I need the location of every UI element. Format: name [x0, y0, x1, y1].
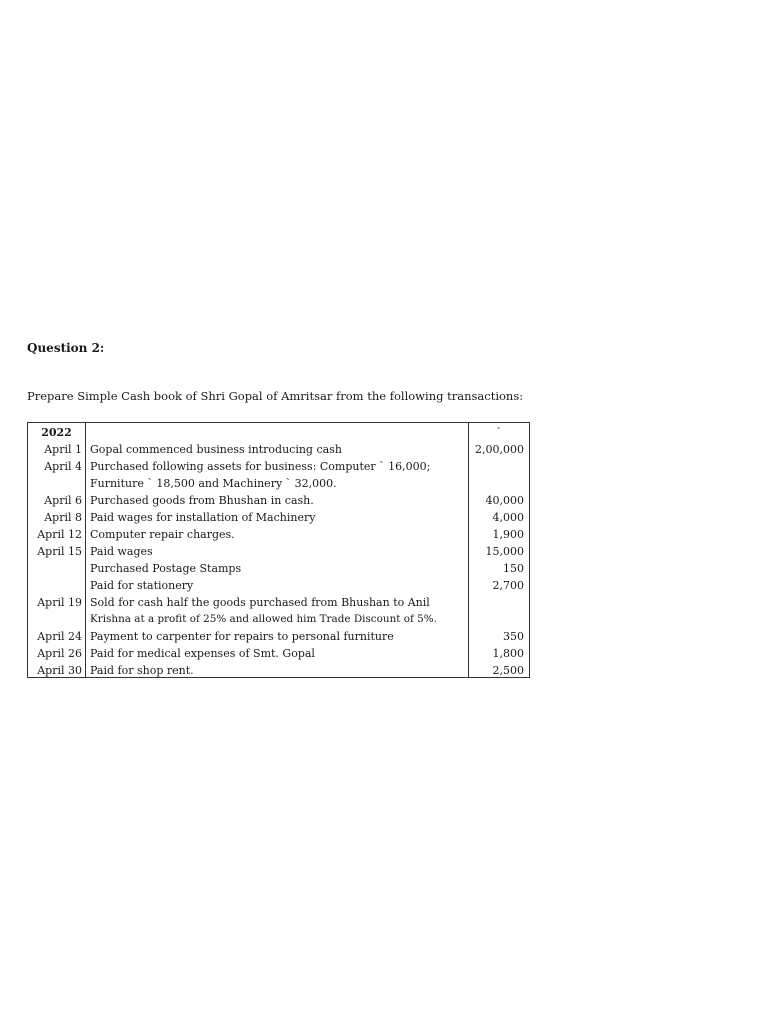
row-amount: 1,800: [492, 647, 524, 660]
row-description: Krishna at a profit of 25% and allowed him Trade Discount of 5%.: [90, 613, 437, 625]
table-row: [28, 662, 529, 679]
row-amount: 2,00,000: [475, 443, 524, 456]
row-description: Paid wages for installation of Machinery: [90, 511, 316, 524]
table-row: [28, 594, 529, 611]
table-row: [28, 645, 529, 662]
transactions-table: [27, 422, 530, 678]
row-amount: 4,000: [492, 511, 524, 524]
row-amount: 2,700: [492, 579, 524, 592]
question-heading: Question 2:: [27, 341, 105, 355]
table-row: [28, 441, 529, 458]
table-row: [28, 611, 529, 628]
row-description: Furniture ` 18,500 and Machinery ` 32,000.: [90, 477, 337, 490]
row-date: April 1: [44, 443, 82, 456]
row-amount: 40,000: [485, 494, 524, 507]
table-row: [28, 543, 529, 560]
row-date: April 6: [44, 494, 82, 507]
row-description: Paid wages: [90, 545, 153, 558]
table-row: [28, 577, 529, 594]
row-description: Purchased goods from Bhushan in cash.: [90, 494, 314, 507]
table-row: [28, 628, 529, 645]
row-description: Payment to carpenter for repairs to personal furniture: [90, 630, 394, 643]
row-amount: 1,900: [492, 528, 524, 541]
row-description: Purchased following assets for business: Computer ` 16,000;: [90, 460, 431, 473]
row-date: April 15: [37, 545, 82, 558]
row-description: Paid for stationery: [90, 579, 194, 592]
row-date: April 8: [44, 511, 82, 524]
row-date: April 30: [37, 664, 82, 677]
row-description: Gopal commenced business introducing cash: [90, 443, 342, 456]
table-row: [28, 458, 529, 475]
row-amount: 15,000: [485, 545, 524, 558]
row-date: April 26: [37, 647, 82, 660]
table-row: [28, 526, 529, 543]
row-amount: 350: [503, 630, 524, 643]
table-row: [28, 492, 529, 509]
row-date: April 19: [37, 596, 82, 609]
row-description: Paid for shop rent.: [90, 664, 194, 677]
table-row: [28, 475, 529, 492]
row-date: April 12: [37, 528, 82, 541]
table-row: [28, 509, 529, 526]
row-description: Computer repair charges.: [90, 528, 235, 541]
currency-symbol: `: [496, 426, 502, 439]
table-header-row: [28, 424, 529, 441]
row-amount: 150: [503, 562, 524, 575]
year-label: 2022: [41, 426, 72, 439]
row-date: April 4: [44, 460, 82, 473]
question-instruction: Prepare Simple Cash book of Shri Gopal of Amritsar from the following transactions:: [27, 389, 524, 403]
row-description: Paid for medical expenses of Smt. Gopal: [90, 647, 315, 660]
row-amount: 2,500: [492, 664, 524, 677]
row-date: April 24: [37, 630, 82, 643]
row-description: Purchased Postage Stamps: [90, 562, 242, 575]
table-row: [28, 560, 529, 577]
row-description: Sold for cash half the goods purchased from Bhushan to Anil: [90, 596, 430, 609]
